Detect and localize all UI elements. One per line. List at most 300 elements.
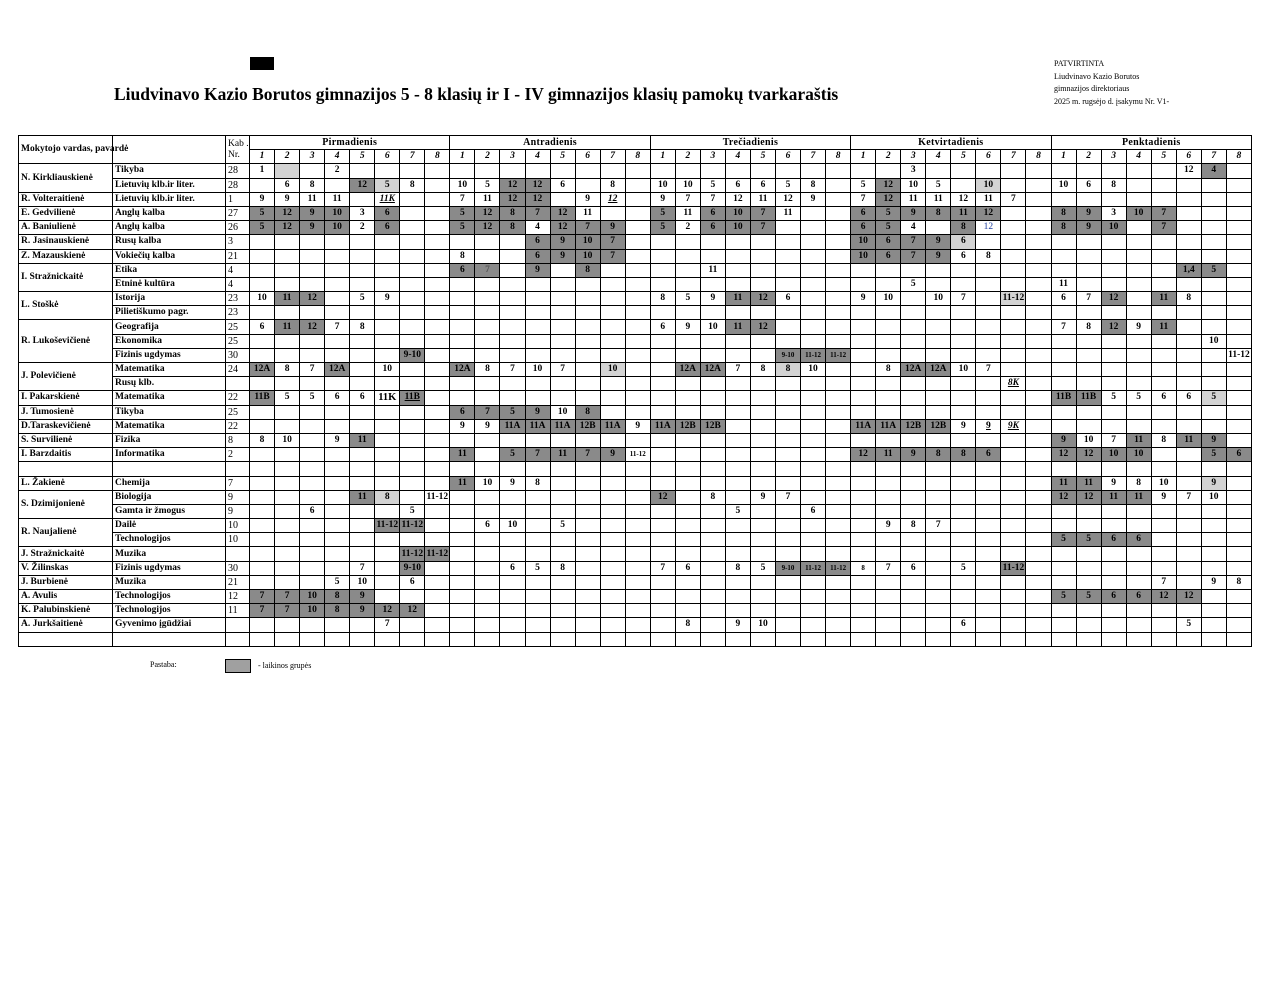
lesson-cell [1226,377,1251,391]
lesson-cell [1026,433,1051,447]
lesson-cell [1101,504,1126,518]
lesson-cell [400,419,425,433]
lesson-cell: 7 [550,363,575,377]
lesson-cell: 12 [475,221,500,235]
schedule-row [19,235,1252,249]
lesson-cell [600,433,625,447]
lesson-cell [1026,221,1051,235]
lesson-cell [625,235,650,249]
lesson-cell [1026,263,1051,277]
lesson-cell [675,476,700,490]
lesson-cell [650,590,675,604]
lesson-cell: 7 [300,363,325,377]
lesson-cell: 12 [1101,292,1126,306]
lesson-cell [475,618,500,632]
lesson-cell [425,320,450,334]
lesson-cell: 8 [1126,476,1151,490]
lesson-cell [450,575,475,589]
lesson-cell [1201,632,1226,646]
lesson-cell [350,192,375,206]
lesson-cell [926,306,951,320]
lesson-cell: 11K [375,391,400,405]
lesson-cell [250,618,275,632]
lesson-cell: 8 [976,249,1001,263]
lesson-cell [675,448,700,462]
lesson-cell: 11-12 [400,519,425,533]
lesson-cell: 11 [1051,277,1076,291]
lesson-cell [575,632,600,646]
lesson-cell: 5 [525,561,550,575]
lesson-cell: 12 [375,604,400,618]
lesson-cell [425,164,450,178]
lesson-cell: 5 [876,206,901,220]
lesson-cell: 8 [951,221,976,235]
lesson-cell [951,632,976,646]
lesson-cell [425,277,450,291]
lesson-cell [951,320,976,334]
lesson-cell [250,263,275,277]
teacher-name: A. Baniulienė [19,221,113,235]
lesson-cell: 8 [1076,320,1101,334]
lesson-cell [575,590,600,604]
lesson-cell: 5 [675,292,700,306]
lesson-cell [951,348,976,362]
lesson-cell: 7 [250,604,275,618]
lesson-cell: 4 [1201,164,1226,178]
lesson-cell [750,391,775,405]
lesson-cell: 9 [1201,476,1226,490]
lesson-cell [375,377,400,391]
lesson-cell [851,604,876,618]
lesson-cell [350,263,375,277]
teacher-name: K. Palubinskienė [19,604,113,618]
lesson-cell [1051,632,1076,646]
lesson-cell [750,249,775,263]
lesson-cell [275,306,300,320]
lesson-cell [926,263,951,277]
lesson-cell [700,164,725,178]
lesson-cell: 7 [750,206,775,220]
lesson-cell [775,448,800,462]
lesson-cell: 11 [325,192,350,206]
lesson-cell [725,235,750,249]
lesson-cell [250,334,275,348]
day-header: Ketvirtadienis [851,136,1051,150]
teacher-name: J. Burbienė [19,575,113,589]
lesson-cell [575,575,600,589]
lesson-cell: 9 [1101,476,1126,490]
lesson-cell [1001,277,1026,291]
lesson-cell [826,519,851,533]
teacher-name: J. Tumosienė [19,405,113,419]
lesson-cell [1001,604,1026,618]
lesson-cell [400,476,425,490]
lesson-cell [600,292,625,306]
lesson-cell [926,462,951,476]
lesson-cell: 11 [750,192,775,206]
lesson-cell [350,249,375,263]
subject-name: Matematika [113,419,226,433]
lesson-cell [275,377,300,391]
lesson-cell [475,632,500,646]
room-number: 8 [226,433,250,447]
lesson-cell [625,632,650,646]
lesson-cell [1226,533,1251,547]
lesson-cell [600,561,625,575]
lesson-cell: 9 [801,192,826,206]
lesson-cell: 11-12 [1001,561,1026,575]
lesson-cell [1226,249,1251,263]
lesson-cell [725,348,750,362]
lesson-cell [525,618,550,632]
lesson-cell: 11A [600,419,625,433]
lesson-cell: 6 [750,178,775,192]
lesson-cell [1226,235,1251,249]
lesson-cell: 6 [1226,448,1251,462]
period-number: 8 [1226,150,1251,164]
lesson-cell [775,632,800,646]
lesson-cell: 12 [876,192,901,206]
lesson-cell [1151,178,1176,192]
lesson-cell [500,320,525,334]
lesson-cell [1101,377,1126,391]
lesson-cell [976,618,1001,632]
lesson-cell [325,249,350,263]
lesson-cell: 11 [1176,433,1201,447]
subject-name: Geografija [113,320,226,334]
lesson-cell [625,377,650,391]
lesson-cell [700,632,725,646]
lesson-cell: 5 [775,178,800,192]
period-number: 2 [876,150,901,164]
period-number: 1 [1051,150,1076,164]
lesson-cell: 5 [650,206,675,220]
lesson-cell [1051,348,1076,362]
lesson-cell: 6 [250,320,275,334]
lesson-cell [1226,632,1251,646]
lesson-cell [375,348,400,362]
lesson-cell [775,533,800,547]
lesson-cell: 7 [976,363,1001,377]
lesson-cell [550,192,575,206]
lesson-cell [801,575,826,589]
lesson-cell: 11 [926,192,951,206]
lesson-cell: 8 [926,206,951,220]
lesson-cell [450,164,475,178]
lesson-cell: 12 [1101,320,1126,334]
lesson-cell: 11-12 [400,547,425,561]
lesson-cell [1226,320,1251,334]
lesson-cell [250,533,275,547]
lesson-cell [826,604,851,618]
lesson-cell: 8 [951,448,976,462]
lesson-cell [1051,575,1076,589]
lesson-cell [375,249,400,263]
lesson-cell [1201,277,1226,291]
lesson-cell [1001,533,1026,547]
lesson-cell [775,221,800,235]
lesson-cell [1001,306,1026,320]
lesson-cell [525,320,550,334]
lesson-cell [1001,575,1026,589]
schedule-body [19,164,1252,646]
lesson-cell [1201,604,1226,618]
lesson-cell [926,320,951,334]
lesson-cell [675,348,700,362]
lesson-cell [1026,306,1051,320]
lesson-cell [1201,235,1226,249]
lesson-cell [901,306,926,320]
lesson-cell [926,590,951,604]
lesson-cell: 10 [550,405,575,419]
lesson-cell: 8 [1051,206,1076,220]
lesson-cell: 7 [700,192,725,206]
lesson-cell [350,448,375,462]
lesson-cell [650,448,675,462]
period-number: 7 [1001,150,1026,164]
lesson-cell [1201,178,1226,192]
lesson-cell [1201,533,1226,547]
lesson-cell [600,462,625,476]
lesson-cell [801,604,826,618]
lesson-cell [400,192,425,206]
period-number: 7 [801,150,826,164]
lesson-cell [1101,192,1126,206]
lesson-cell: 11-12 [375,519,400,533]
lesson-cell [700,561,725,575]
lesson-cell [475,292,500,306]
lesson-cell [475,547,500,561]
lesson-cell [1201,363,1226,377]
lesson-cell: 11 [876,448,901,462]
lesson-cell [1226,192,1251,206]
room-number: 9 [226,504,250,518]
subject-column-header [113,136,226,164]
lesson-cell [625,249,650,263]
lesson-cell: 11 [675,206,700,220]
lesson-cell: 11 [700,263,725,277]
lesson-cell [575,306,600,320]
lesson-cell [375,433,400,447]
lesson-cell [1201,519,1226,533]
lesson-cell [325,547,350,561]
room-number: 10 [226,519,250,533]
lesson-cell [650,235,675,249]
lesson-cell [300,164,325,178]
period-number: 3 [700,150,725,164]
lesson-cell [575,348,600,362]
lesson-cell [700,462,725,476]
subject-name: Muzika [113,547,226,561]
lesson-cell [1001,363,1026,377]
lesson-cell [1126,235,1151,249]
lesson-cell [1026,164,1051,178]
lesson-cell [926,504,951,518]
lesson-cell [700,433,725,447]
lesson-cell [1026,391,1051,405]
lesson-cell [625,221,650,235]
room-number [226,547,250,561]
lesson-cell [375,590,400,604]
lesson-cell [851,533,876,547]
lesson-cell [1051,377,1076,391]
lesson-cell [901,476,926,490]
lesson-cell [425,178,450,192]
room-number: 25 [226,334,250,348]
lesson-cell [1101,348,1126,362]
lesson-cell [550,462,575,476]
period-number: 1 [250,150,275,164]
lesson-cell [901,292,926,306]
lesson-cell [700,405,725,419]
teacher-name: D.Taraskevičienė [19,419,113,433]
lesson-cell [801,462,826,476]
lesson-cell [1001,391,1026,405]
lesson-cell [475,533,500,547]
lesson-cell [951,575,976,589]
lesson-cell [1026,604,1051,618]
lesson-cell [951,533,976,547]
lesson-cell [1176,462,1201,476]
lesson-cell: 8K [1001,377,1026,391]
lesson-cell [1026,490,1051,504]
lesson-cell [775,320,800,334]
room-number: 3 [226,235,250,249]
lesson-cell: 6 [1151,391,1176,405]
lesson-cell: 11-12 [425,547,450,561]
lesson-cell [325,377,350,391]
lesson-cell [801,533,826,547]
lesson-cell [775,377,800,391]
lesson-cell [1226,292,1251,306]
lesson-cell [525,504,550,518]
lesson-cell: 10 [650,178,675,192]
lesson-cell: 11A [550,419,575,433]
subject-name: Chemija [113,476,226,490]
lesson-cell [475,306,500,320]
lesson-cell [1151,504,1176,518]
lesson-cell [725,448,750,462]
lesson-cell [801,249,826,263]
schedule-row [19,590,1252,604]
lesson-cell [1226,604,1251,618]
lesson-cell [876,320,901,334]
lesson-cell [1101,277,1126,291]
subject-name: Technologijos [113,533,226,547]
lesson-cell: 8 [750,363,775,377]
lesson-cell [325,306,350,320]
schedule-row [19,405,1252,419]
lesson-cell [300,547,325,561]
lesson-cell [1001,504,1026,518]
lesson-cell [1201,590,1226,604]
room-number: 27 [226,206,250,220]
lesson-cell [300,519,325,533]
lesson-cell [500,235,525,249]
lesson-cell [1051,235,1076,249]
lesson-cell: 10 [500,519,525,533]
lesson-cell: 11 [450,448,475,462]
lesson-cell [901,575,926,589]
lesson-cell [826,618,851,632]
lesson-cell [901,504,926,518]
lesson-cell [775,433,800,447]
schedule-row [19,448,1252,462]
room-number: 25 [226,320,250,334]
page-title: Liudvinavo Kazio Borutos gimnazijos 5 - 8 klasių ir I - IV gimnazijos klasių pamokų tvarkaraštis [114,84,839,104]
lesson-cell [876,632,901,646]
lesson-cell [1001,249,1026,263]
teacher-name: L. Stoškė [19,292,113,320]
lesson-cell [876,604,901,618]
lesson-cell [375,561,400,575]
lesson-cell: 10 [876,292,901,306]
lesson-cell [500,604,525,618]
lesson-cell [450,334,475,348]
lesson-cell [400,590,425,604]
lesson-cell [300,632,325,646]
lesson-cell: 12 [275,206,300,220]
lesson-cell [475,448,500,462]
lesson-cell [750,504,775,518]
lesson-cell [976,164,1001,178]
subject-name: Biologija [113,490,226,504]
lesson-cell: 5 [500,405,525,419]
lesson-cell: 9 [575,192,600,206]
lesson-cell [1001,221,1026,235]
lesson-cell [750,377,775,391]
lesson-cell [425,533,450,547]
lesson-cell [325,561,350,575]
lesson-cell: 8 [1151,433,1176,447]
lesson-cell [425,334,450,348]
lesson-cell [976,632,1001,646]
lesson-cell [250,277,275,291]
lesson-cell: 12B [700,419,725,433]
lesson-cell [1226,164,1251,178]
lesson-cell [425,433,450,447]
lesson-cell [550,632,575,646]
lesson-cell [700,547,725,561]
lesson-cell [1076,377,1101,391]
lesson-cell [1101,405,1126,419]
lesson-cell: 11-12 [425,490,450,504]
lesson-cell [375,334,400,348]
room-number: 22 [226,419,250,433]
lesson-cell [1176,561,1201,575]
lesson-cell: 7 [1051,320,1076,334]
lesson-cell [1201,377,1226,391]
room-number: 9 [226,490,250,504]
lesson-cell: 5 [725,504,750,518]
lesson-cell [951,547,976,561]
period-number: 3 [901,150,926,164]
lesson-cell [400,405,425,419]
lesson-cell [550,320,575,334]
approval-line: 2025 m. rugsėjo d. įsakymu Nr. V1- [1054,96,1170,106]
lesson-cell: 6 [350,391,375,405]
schedule-row [19,320,1252,334]
lesson-cell [525,391,550,405]
lesson-cell [1026,192,1051,206]
lesson-cell [750,575,775,589]
lesson-cell: 12 [1176,164,1201,178]
lesson-cell [400,221,425,235]
lesson-cell [1201,618,1226,632]
lesson-cell [976,547,1001,561]
lesson-cell: 6 [450,263,475,277]
lesson-cell [600,618,625,632]
